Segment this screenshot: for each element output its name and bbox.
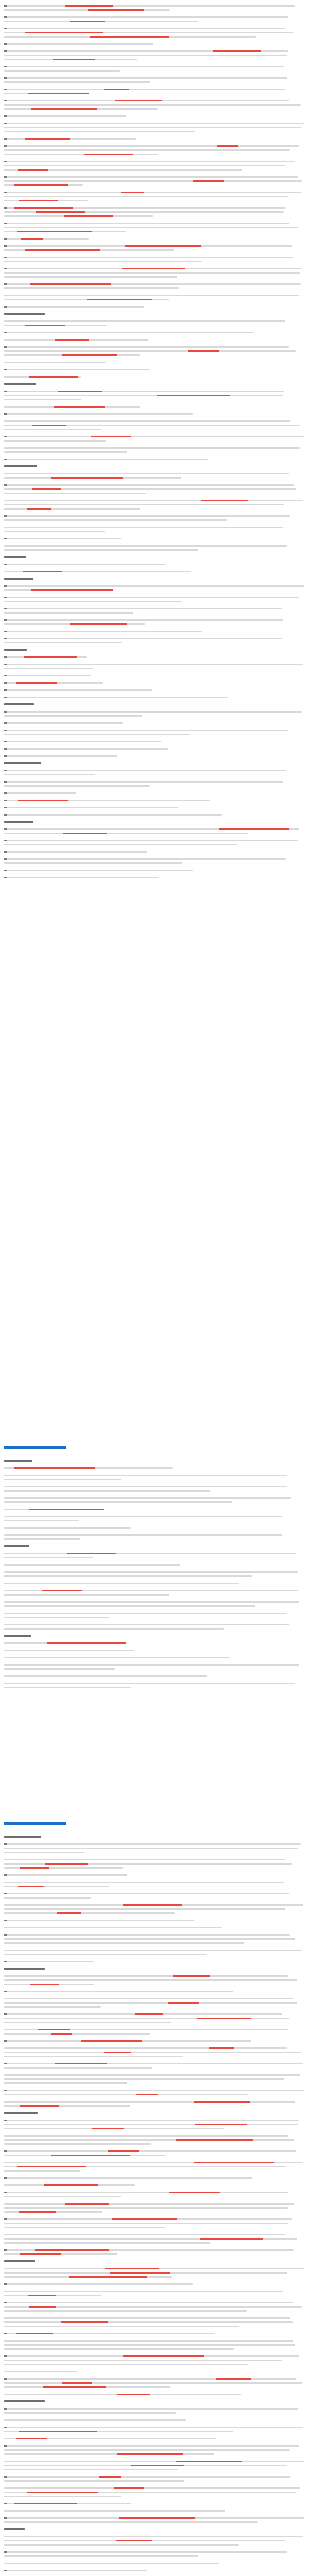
text-line bbox=[4, 1865, 305, 1871]
subheading bbox=[4, 2399, 159, 2404]
highlighted-text bbox=[104, 2052, 131, 2053]
highlighted-text bbox=[108, 2150, 139, 2152]
text-line bbox=[4, 360, 305, 365]
highlighted-text bbox=[58, 391, 102, 392]
section-heading bbox=[4, 1819, 305, 1830]
text-line bbox=[4, 2194, 305, 2199]
text-line bbox=[4, 2519, 305, 2525]
highlighted-text bbox=[25, 32, 103, 33]
highlighted-text bbox=[117, 2394, 150, 2395]
highlighted-text bbox=[32, 425, 66, 426]
text-line bbox=[4, 2429, 305, 2434]
subheading bbox=[4, 381, 159, 386]
highlighted-text bbox=[23, 571, 62, 572]
text-line bbox=[4, 1626, 305, 1632]
text-line bbox=[4, 783, 305, 789]
highlighted-text bbox=[136, 2094, 158, 2095]
text-line bbox=[4, 2451, 305, 2457]
highlighted-text bbox=[42, 1590, 82, 1591]
text-line bbox=[4, 860, 305, 866]
highlighted-text bbox=[27, 508, 51, 510]
text-line bbox=[4, 2392, 305, 2397]
highlighted-text bbox=[31, 589, 113, 591]
highlighted-text bbox=[61, 2321, 108, 2323]
text-line bbox=[4, 490, 305, 496]
highlighted-text bbox=[194, 2101, 250, 2103]
highlighted-text bbox=[24, 656, 77, 658]
text-line bbox=[4, 506, 305, 512]
subheading bbox=[4, 819, 159, 824]
highlighted-text bbox=[63, 833, 107, 834]
text-line bbox=[4, 2004, 305, 2010]
highlighted-text bbox=[25, 325, 65, 326]
text-line bbox=[4, 798, 305, 803]
subheading bbox=[4, 702, 159, 707]
text-line bbox=[4, 673, 305, 679]
text-line bbox=[4, 536, 305, 541]
text-line bbox=[4, 2038, 305, 2044]
text-line bbox=[4, 2103, 305, 2109]
highlighted-text bbox=[123, 2355, 204, 2357]
subheading bbox=[4, 1458, 159, 1463]
text-line bbox=[4, 654, 305, 660]
text-line bbox=[4, 106, 305, 112]
text-line bbox=[4, 569, 305, 574]
subheading bbox=[4, 1966, 159, 1971]
highlighted-text bbox=[35, 2249, 109, 2251]
subheading bbox=[4, 464, 159, 469]
text-line bbox=[4, 2153, 305, 2158]
text-line bbox=[4, 323, 305, 328]
text-line bbox=[4, 805, 305, 810]
text-line bbox=[4, 2478, 305, 2484]
highlighted-text bbox=[99, 2476, 121, 2478]
highlighted-text bbox=[65, 2203, 109, 2205]
text-line bbox=[4, 687, 305, 693]
text-line bbox=[4, 1573, 305, 1579]
highlighted-text bbox=[28, 2295, 56, 2296]
text-line bbox=[4, 167, 305, 173]
highlighted-text bbox=[28, 93, 89, 94]
text-line bbox=[4, 2542, 305, 2548]
subheading bbox=[4, 1633, 159, 1638]
highlighted-text bbox=[52, 2033, 72, 2035]
highlighted-text bbox=[17, 2166, 86, 2167]
subheading bbox=[4, 1834, 159, 1839]
text-line bbox=[4, 404, 305, 410]
highlighted-text bbox=[67, 1553, 116, 1554]
text-line bbox=[4, 1555, 305, 1561]
highlighted-text bbox=[168, 2002, 199, 2004]
highlighted-text bbox=[29, 2306, 56, 2308]
text-line bbox=[4, 2175, 305, 2181]
text-line bbox=[4, 1895, 305, 1901]
highlighted-text bbox=[219, 828, 289, 830]
text-line bbox=[4, 2324, 305, 2329]
highlighted-text bbox=[90, 36, 169, 38]
text-line bbox=[4, 753, 305, 759]
text-line bbox=[4, 34, 305, 40]
text-line bbox=[4, 1685, 305, 1690]
highlighted-text bbox=[16, 682, 57, 684]
highlighted-text bbox=[54, 406, 105, 408]
highlighted-text bbox=[194, 2162, 274, 2163]
highlighted-text bbox=[84, 154, 133, 155]
text-line bbox=[4, 19, 305, 24]
highlighted-text bbox=[176, 2461, 242, 2462]
text-line bbox=[4, 79, 305, 85]
text-line bbox=[4, 1872, 305, 1878]
text-line bbox=[4, 330, 305, 335]
text-line bbox=[4, 427, 305, 432]
text-line bbox=[4, 666, 305, 671]
text-line bbox=[4, 2251, 305, 2257]
text-line bbox=[4, 236, 305, 242]
text-line bbox=[4, 875, 305, 880]
highlighted-text bbox=[64, 215, 113, 217]
text-line bbox=[4, 2020, 305, 2025]
text-line bbox=[4, 2508, 305, 2514]
text-line bbox=[4, 587, 305, 593]
subheading bbox=[4, 311, 159, 316]
highlighted-text bbox=[105, 2268, 159, 2269]
text-line bbox=[4, 1592, 305, 1598]
text-line bbox=[4, 2494, 305, 2499]
highlighted-text bbox=[31, 108, 97, 110]
highlighted-text bbox=[20, 1867, 49, 1869]
highlighted-text bbox=[20, 2105, 59, 2107]
highlighted-text bbox=[188, 350, 219, 352]
highlighted-text bbox=[197, 2018, 251, 2019]
text-line bbox=[4, 1477, 305, 1482]
text-line bbox=[4, 529, 305, 534]
text-line bbox=[4, 2209, 305, 2215]
text-line bbox=[4, 182, 305, 188]
subheading bbox=[4, 554, 159, 560]
text-line bbox=[4, 2092, 305, 2097]
highlighted-text bbox=[200, 2238, 263, 2240]
text-line bbox=[4, 1615, 305, 1620]
highlighted-text bbox=[69, 2276, 147, 2278]
text-line bbox=[4, 1925, 305, 1930]
highlighted-text bbox=[117, 2453, 183, 2455]
text-line bbox=[4, 842, 305, 848]
highlighted-text bbox=[157, 395, 230, 396]
text-line bbox=[4, 411, 305, 417]
text-line bbox=[4, 1981, 305, 1987]
text-line bbox=[4, 2281, 305, 2287]
highlighted-text bbox=[25, 249, 100, 251]
highlighted-text bbox=[115, 100, 162, 101]
text-line bbox=[4, 2168, 305, 2174]
highlighted-text bbox=[110, 2272, 170, 2274]
highlighted-text bbox=[52, 2155, 130, 2156]
text-line bbox=[4, 732, 305, 737]
section-heading bbox=[4, 1443, 305, 1454]
highlighted-text bbox=[38, 2029, 70, 2030]
highlighted-text bbox=[92, 2128, 124, 2129]
highlighted-text bbox=[27, 2492, 98, 2493]
highlighted-text bbox=[16, 2438, 47, 2439]
text-line bbox=[4, 1562, 305, 1568]
text-line bbox=[4, 517, 305, 523]
text-line bbox=[4, 1952, 305, 1957]
text-line bbox=[4, 1465, 305, 1471]
text-line bbox=[4, 1581, 305, 1586]
text-line bbox=[4, 7, 305, 13]
text-line bbox=[4, 2346, 305, 2352]
text-line bbox=[4, 229, 305, 234]
highlighted-text bbox=[18, 169, 48, 171]
text-line bbox=[4, 337, 305, 343]
text-line bbox=[4, 2240, 305, 2246]
text-line bbox=[4, 1525, 305, 1531]
text-line bbox=[4, 151, 305, 157]
text-line bbox=[4, 2126, 305, 2131]
subheading bbox=[4, 2527, 159, 2532]
highlighted-text bbox=[32, 488, 61, 490]
text-line bbox=[4, 129, 305, 134]
text-line bbox=[4, 1536, 305, 1542]
highlighted-text bbox=[213, 50, 261, 52]
highlighted-text bbox=[47, 1642, 126, 1644]
text-line bbox=[4, 1640, 305, 1646]
subheading bbox=[4, 576, 159, 581]
text-line bbox=[4, 1518, 305, 1523]
text-line bbox=[4, 2501, 305, 2506]
text-line bbox=[4, 610, 305, 616]
text-line bbox=[4, 91, 305, 96]
text-line bbox=[4, 812, 305, 818]
text-line bbox=[4, 2031, 305, 2037]
highlighted-text bbox=[19, 200, 58, 201]
text-line bbox=[4, 2182, 305, 2188]
text-line bbox=[4, 113, 305, 119]
text-line bbox=[4, 1655, 305, 1660]
highlighted-text bbox=[62, 2382, 92, 2384]
subheading bbox=[4, 2110, 159, 2115]
text-line bbox=[4, 1910, 305, 1916]
text-line bbox=[4, 2274, 305, 2280]
highlighted-text bbox=[173, 1975, 210, 1977]
highlighted-text bbox=[45, 1863, 88, 1865]
text-line bbox=[4, 746, 305, 752]
text-line bbox=[4, 831, 305, 836]
text-line bbox=[4, 367, 305, 372]
text-line bbox=[4, 438, 305, 444]
text-line bbox=[4, 136, 305, 142]
text-line bbox=[4, 1499, 305, 1505]
text-line bbox=[4, 1506, 305, 1512]
text-line bbox=[4, 1959, 305, 1964]
text-line bbox=[4, 213, 305, 219]
highlighted-text bbox=[169, 2192, 220, 2193]
text-line bbox=[4, 456, 305, 462]
text-line bbox=[4, 868, 305, 873]
highlighted-text bbox=[17, 231, 92, 232]
highlighted-text bbox=[18, 800, 68, 801]
text-line bbox=[4, 285, 305, 291]
highlighted-text bbox=[195, 2124, 247, 2125]
highlighted-text bbox=[104, 89, 129, 90]
highlighted-text bbox=[14, 184, 68, 186]
highlighted-text bbox=[18, 1886, 44, 1887]
text-line bbox=[4, 297, 305, 302]
text-line bbox=[4, 1648, 305, 1653]
highlighted-text bbox=[14, 207, 73, 209]
highlighted-text bbox=[209, 2047, 234, 2049]
highlighted-text bbox=[43, 2386, 106, 2388]
highlighted-text bbox=[116, 2540, 152, 2541]
text-line bbox=[4, 374, 305, 380]
highlighted-text bbox=[123, 1904, 182, 1906]
text-line bbox=[4, 2417, 305, 2423]
highlighted-text bbox=[29, 1509, 104, 1510]
text-line bbox=[4, 1850, 305, 1855]
text-line bbox=[4, 247, 305, 253]
text-line bbox=[4, 2065, 305, 2071]
text-line bbox=[4, 1673, 305, 1679]
highlighted-text bbox=[70, 623, 127, 625]
text-line bbox=[4, 2141, 305, 2147]
highlighted-text bbox=[14, 1467, 95, 1469]
highlighted-text bbox=[36, 211, 85, 213]
text-line bbox=[4, 849, 305, 855]
highlighted-text bbox=[30, 1984, 59, 1985]
highlighted-text bbox=[112, 2218, 177, 2220]
highlighted-text bbox=[121, 192, 144, 193]
text-line bbox=[4, 713, 305, 719]
text-line bbox=[4, 449, 305, 455]
highlighted-text bbox=[62, 354, 117, 356]
highlighted-text bbox=[119, 2517, 195, 2519]
text-line bbox=[4, 2436, 305, 2442]
highlighted-text bbox=[81, 2040, 142, 2042]
text-line bbox=[4, 547, 305, 553]
text-line bbox=[4, 562, 305, 567]
text-line bbox=[4, 1603, 305, 1609]
text-line bbox=[4, 2331, 305, 2336]
highlighted-text bbox=[55, 2063, 107, 2064]
highlighted-text bbox=[20, 2253, 61, 2255]
highlighted-text bbox=[14, 2503, 77, 2504]
highlighted-text bbox=[30, 283, 111, 285]
highlighted-text bbox=[19, 2211, 56, 2213]
highlighted-text bbox=[21, 238, 43, 240]
text-line bbox=[4, 1488, 305, 1494]
text-line bbox=[4, 2054, 305, 2059]
text-line bbox=[4, 274, 305, 280]
text-line bbox=[4, 2362, 305, 2367]
highlighted-text bbox=[131, 2465, 184, 2466]
highlighted-text bbox=[122, 268, 185, 269]
text-line bbox=[4, 1884, 305, 1889]
text-line bbox=[4, 772, 305, 777]
text-line bbox=[4, 621, 305, 627]
text-line bbox=[4, 304, 305, 310]
highlighted-text bbox=[201, 500, 248, 501]
text-line bbox=[4, 1989, 305, 1994]
text-line bbox=[4, 259, 305, 264]
highlighted-text bbox=[53, 59, 95, 60]
text-line bbox=[4, 475, 305, 481]
highlighted-text bbox=[216, 2378, 251, 2380]
text-line bbox=[4, 352, 305, 358]
text-line bbox=[4, 1940, 305, 1946]
highlighted-text bbox=[19, 2431, 97, 2432]
text-line bbox=[4, 2410, 305, 2416]
highlighted-text bbox=[176, 2139, 253, 2141]
text-line bbox=[4, 1666, 305, 1672]
highlighted-text bbox=[57, 1912, 81, 1914]
highlighted-text bbox=[193, 180, 224, 182]
text-line bbox=[4, 57, 305, 62]
text-line bbox=[4, 1918, 305, 1923]
text-line bbox=[4, 2369, 305, 2375]
text-line bbox=[4, 720, 305, 726]
highlighted-text bbox=[29, 376, 78, 378]
highlighted-text bbox=[55, 339, 89, 341]
subheading bbox=[4, 760, 159, 766]
text-line bbox=[4, 2467, 305, 2472]
subheading bbox=[4, 1544, 159, 1549]
highlighted-text bbox=[125, 245, 201, 247]
text-line bbox=[4, 790, 305, 796]
subheading bbox=[4, 647, 159, 652]
text-line bbox=[4, 68, 305, 74]
text-line bbox=[4, 2293, 305, 2298]
text-line bbox=[4, 694, 305, 700]
highlighted-text bbox=[44, 2184, 98, 2186]
subheading bbox=[4, 2259, 159, 2264]
text-line bbox=[4, 599, 305, 604]
text-line bbox=[4, 41, 305, 47]
highlighted-text bbox=[217, 145, 238, 147]
highlighted-text bbox=[87, 299, 152, 300]
text-line bbox=[4, 2553, 305, 2559]
text-line bbox=[4, 2568, 305, 2573]
highlighted-text bbox=[25, 138, 70, 140]
highlighted-text bbox=[70, 21, 105, 22]
highlighted-text bbox=[16, 2333, 53, 2334]
text-line bbox=[4, 2308, 305, 2314]
text-line bbox=[4, 198, 305, 204]
highlighted-text bbox=[65, 5, 113, 7]
text-line bbox=[4, 2080, 305, 2086]
text-line bbox=[4, 680, 305, 686]
text-line bbox=[4, 629, 305, 634]
highlighted-text bbox=[91, 436, 131, 437]
text-line bbox=[4, 739, 305, 744]
text-line bbox=[4, 2225, 305, 2230]
highlighted-text bbox=[114, 2487, 144, 2489]
text-line bbox=[4, 2384, 305, 2390]
highlighted-text bbox=[135, 2013, 163, 2015]
highlighted-text bbox=[88, 9, 144, 11]
text-line bbox=[4, 397, 305, 402]
text-line bbox=[4, 640, 305, 646]
highlighted-text bbox=[51, 477, 123, 479]
text-line bbox=[4, 2561, 305, 2566]
